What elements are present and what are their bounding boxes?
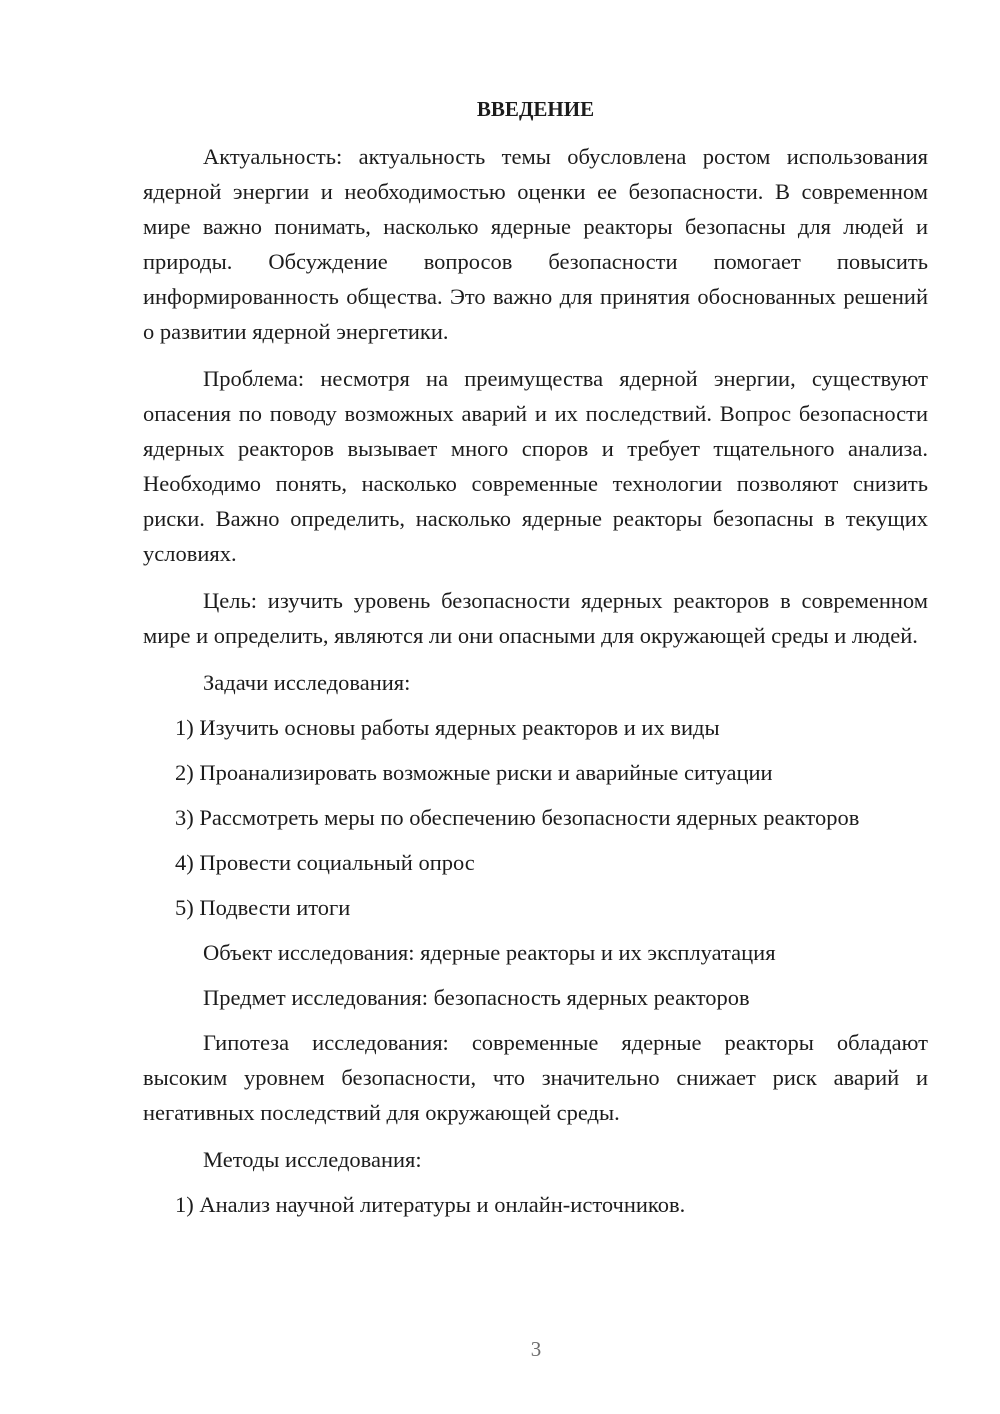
task-item: 3) Рассмотреть меры по обеспечению безопасности ядерных реакторов bbox=[175, 805, 860, 830]
method-item: 1) Анализ научной литературы и онлайн-источников. bbox=[175, 1192, 686, 1217]
page-content bbox=[143, 92, 928, 1232]
research-object: Объект исследования: ядерные реакторы и их эксплуатация bbox=[203, 940, 776, 965]
task-item: 1) Изучить основы работы ядерных реакторов и их виды bbox=[175, 715, 720, 740]
task-item: 5) Подвести итоги bbox=[175, 895, 351, 920]
task-item: 2) Проанализировать возможные риски и аварийные ситуации bbox=[175, 760, 773, 785]
methods-heading: Методы исследования: bbox=[203, 1147, 422, 1172]
hypothesis-paragraph: Гипотеза исследования: современные ядерные реакторы обладают высоким уровнем безопасности, что значительно снижает риск аварий и негативных последствий для окружающей среды. bbox=[143, 1030, 928, 1125]
relevance-paragraph: Актуальность: актуальность темы обусловлена ростом использования ядерной энергии и необходимостью оценки ее безопасности. В современном мире важно понимать, насколько ядерные реакторы безопасны для людей и природы. Обсуждение вопросов безопасности помогает повысить информированность общества. Это важно для принятия обоснованных решений о развитии ядерной энергетики. bbox=[143, 144, 928, 344]
research-subject: Предмет исследования: безопасность ядерных реакторов bbox=[203, 985, 750, 1010]
problem-paragraph: Проблема: несмотря на преимущества ядерной энергии, существуют опасения по поводу возможных аварий и их последствий. Вопрос безопасности ядерных реакторов вызывает много споров и требует тщательного анализа. Необходимо понять, насколько современные технологии позволяют снизить риски. Важно определить, насколько ядерные реакторы безопасны в текущих условиях. bbox=[143, 366, 928, 566]
goal-paragraph: Цель: изучить уровень безопасности ядерных реакторов в современном мире и определить, являются ли они опасными для окружающей среды и людей. bbox=[143, 588, 928, 648]
task-item: 4) Провести социальный опрос bbox=[175, 850, 475, 875]
page-number: 3 bbox=[530, 1337, 542, 1361]
tasks-heading: Задачи исследования: bbox=[203, 670, 411, 695]
section-title: ВВЕДЕНИЕ bbox=[476, 97, 595, 121]
